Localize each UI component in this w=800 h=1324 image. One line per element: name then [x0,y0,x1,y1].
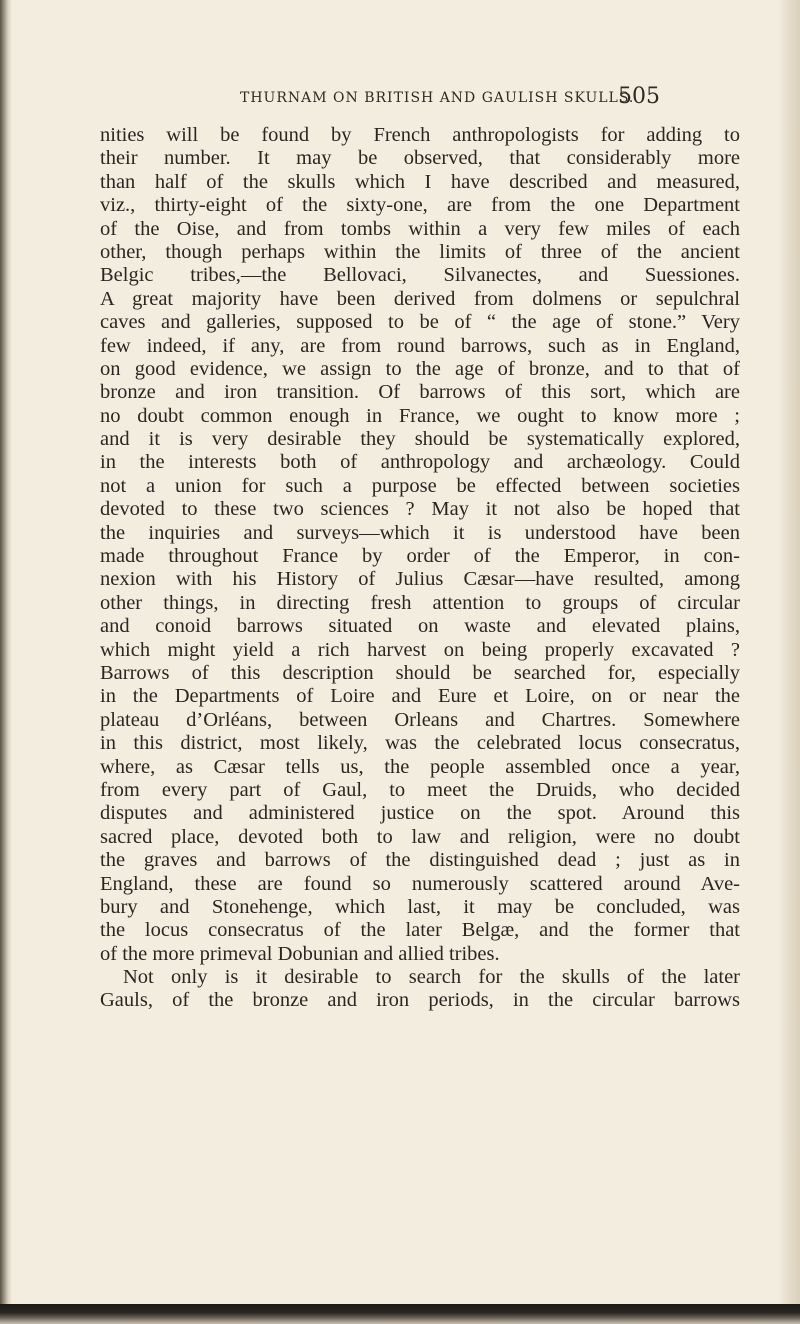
text-line-17: devoted to these two sciences ? May it not also be hoped that [100,498,740,521]
text-line-34: bury and Stonehenge, which last, it may be concluded, was [100,895,740,918]
text-line-10: few indeed, if any, are from round barrows, such as in England, [100,334,740,357]
page-right-edge [778,0,800,1324]
text-line-20: nexion with his History of Julius Cæsar—have resulted, among [100,568,740,591]
page-number: 505 [618,84,660,109]
text-line-25: in the Departments of Loire and Eure et Loire, on or near the [100,685,740,708]
text-line-6: other, though perhaps within the limits of three of the ancient [100,240,740,263]
text-line-32: the graves and barrows of the distinguished dead ; just as in [100,849,740,872]
text-line-28: where, as Cæsar tells us, the people assembled once a year, [100,755,740,778]
text-line-22: and conoid barrows situated on waste and elevated plains, [100,615,740,638]
text-line-24: Barrows of this description should be searched for, especially [100,661,740,684]
text-line-3: than half of the skulls which I have described and measured, [100,170,740,193]
text-line-13: no doubt common enough in France, we ought to know more ; [100,404,740,427]
body-text [100,124,740,1013]
text-line-11: on good evidence, we assign to the age of bronze, and to that of [100,357,740,380]
running-title: THURNAM ON BRITISH AND GAULISH SKULLS. [240,90,635,106]
text-line-7: Belgic tribes,—the Bellovaci, Silvanectes, and Suessiones. [100,264,740,287]
page-bottom-edge [0,1304,800,1324]
text-line-27: in this district, most likely, was the celebrated locus consecratus, [100,732,740,755]
text-line-4: viz., thirty-eight of the sixty-one, are from the one Department [100,194,740,217]
text-line-16: not a union for such a purpose be effected between societies [100,474,740,497]
text-line-12: bronze and iron transition. Of barrows of this sort, which are [100,381,740,404]
text-line-1: nities will be found by French anthropologists for adding to [100,124,740,146]
text-line-21: other things, in directing fresh attention to groups of circular [100,591,740,614]
text-line-26: plateau d’Orléans, between Orleans and Chartres. Somewhere [100,708,740,731]
text-line-23: which might yield a rich harvest on being properly excavated ? [100,638,740,661]
text-line-35: the locus consecratus of the later Belgæ, and the former that [100,919,740,942]
text-line-8: A great majority have been derived from dolmens or sepulchral [100,287,740,310]
text-line-18: the inquiries and surveys—which it is understood have been [100,521,740,544]
text-line-36: of the more primeval Dobunian and allied tribes. [100,942,500,965]
text-line-2: their number. It may be observed, that considerably more [100,147,740,170]
text-line-14: and it is very desirable they should be systematically explored, [100,428,740,451]
text-line-5: of the Oise, and from tombs within a very few miles of each [100,217,740,240]
text-line-38: Gauls, of the bronze and iron periods, in the circular barrows [100,989,740,1012]
text-line-30: disputes and administered justice on the spot. Around this [100,802,740,825]
text-line-15: in the interests both of anthropology and archæology. Could [100,451,740,474]
page-header [240,84,740,114]
page-left-edge [0,0,12,1324]
text-line-9: caves and galleries, supposed to be of “ the age of stone.” Very [100,311,740,334]
text-line-37: Not only is it desirable to search for the skulls of the later [123,966,740,989]
text-line-19: made throughout France by order of the Emperor, in con- [100,545,740,568]
text-line-31: sacred place, devoted both to law and religion, were no doubt [100,825,740,848]
text-line-33: England, these are found so numerously scattered around Ave- [100,872,740,895]
text-line-29: from every part of Gaul, to meet the Druids, who decided [100,778,740,801]
